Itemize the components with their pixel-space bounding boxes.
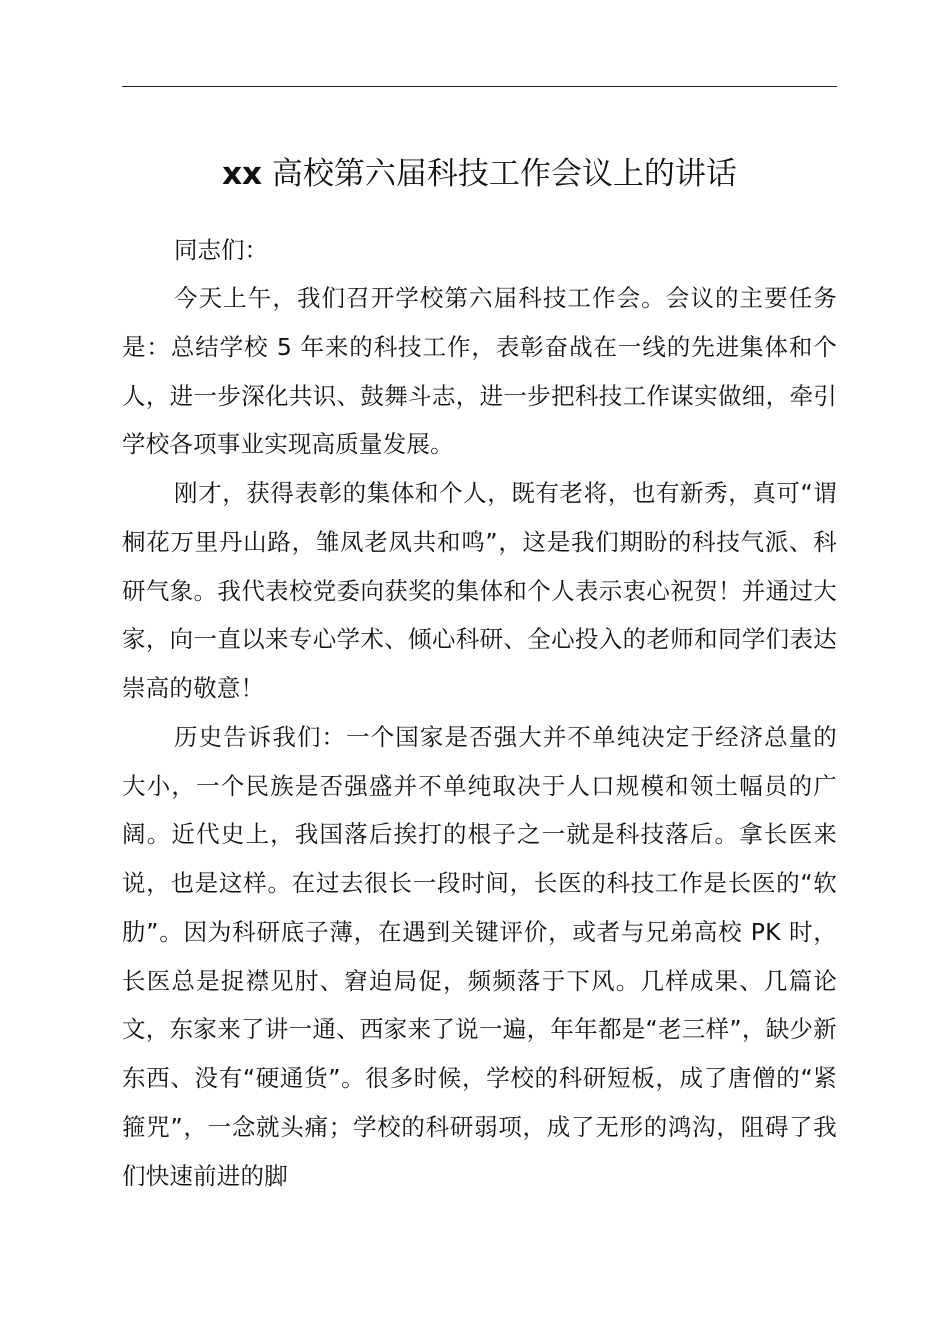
paragraph-3: 历史告诉我们：一个国家是否强大并不单纯决定于经济总量的大小，一个民族是否强盛并不单纯取决于人口规模和领土幅员的广阔。近代史上，我国落后挨打的根子之一就是科技落后。拿长医来说，也是这样。在过去很长一段时间，长医的科技工作是长医的“软肋”。因为科研底子薄，在遇到关键评价，或者与兄弟高校 PK 时，长医总是捉襟见肘、窘迫局促，频频落于下风。几样成果、几篇论文，东家来了讲一通、西家来了说一遍，年年都是“老三样”，缺少新东西、没有“硬通货”。很多时候，学校的科研短板，成了唐僧的“紧箍咒”，一念就头痛；学校的科研弱项，成了无形的鸿沟，阻碍了我们快速前进的脚 — [122, 722, 837, 1190]
salutation: 同志们： — [174, 236, 268, 264]
title-prefix: xx — [222, 156, 263, 192]
title-main: 高校第六届科技工作会议上的讲话 — [271, 156, 737, 192]
document-title — [122, 150, 837, 198]
header-rule — [122, 86, 837, 87]
body-text — [122, 274, 837, 1200]
paragraph-1: 今天上午，我们召开学校第六届科技工作会。会议的主要任务是：总结学校 5 年来的科技工作，表彰奋战在一线的先进集体和个人，进一步深化共识、鼓舞斗志，进一步把科技工作谋实做细，牵引学校各项事业实现高质量发展。 — [122, 284, 837, 459]
paragraph-2: 刚才，获得表彰的集体和个人，既有老将，也有新秀，真可“谓桐花万里丹山路，雏凤老凤共和鸣”，这是我们期盼的科技气派、科研气象。我代表校党委向获奖的集体和个人表示衷心祝贺！并通过大家，向一直以来专心学术、倾心科研、全心投入的老师和同学们表达崇高的敬意！ — [122, 479, 837, 702]
